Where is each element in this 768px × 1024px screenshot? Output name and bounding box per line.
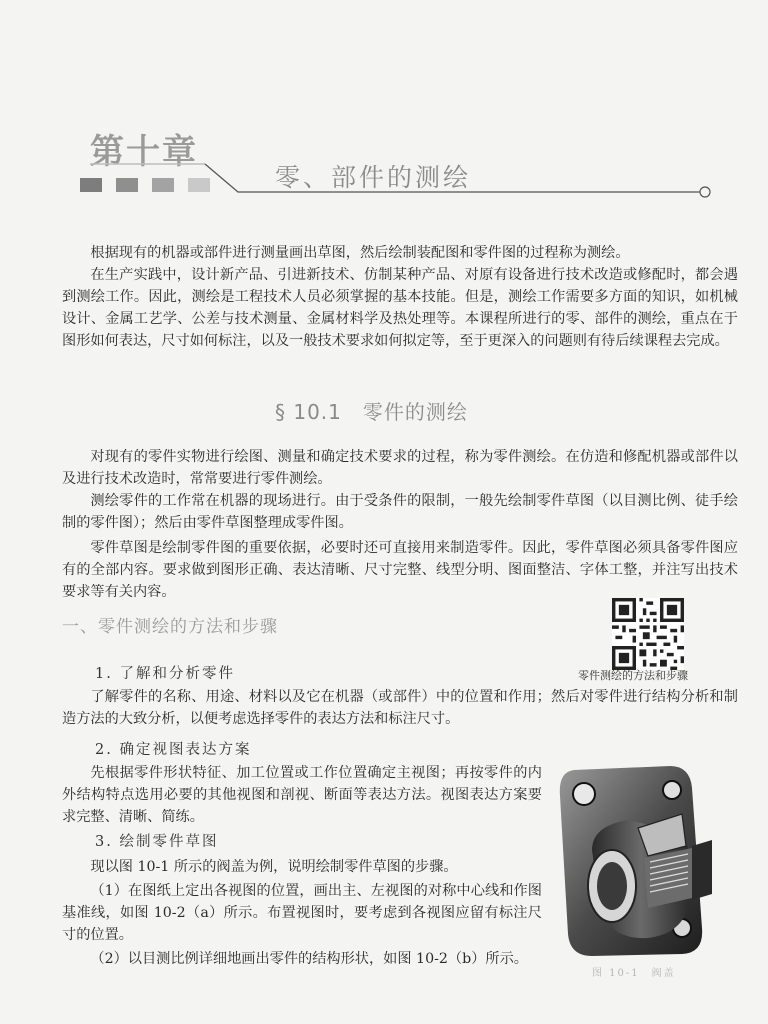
- step-2-heading: 2. 确定视图表达方案: [95, 742, 252, 758]
- intro-paragraph-2: 在生产实践中，设计新产品、引进新技术、仿制某种产品、对原有设备进行技术改造或修配时，都会遇到测绘工作。因此，测绘是工程技术人员必须掌握的基本技能。但是，测绘工作需要多方面的知识，如机械设计、金属工艺学、公差与技术测量、金属材料学及热处理等。本课程所进行的零、部件的测绘，重点在于图形如何表达，尺寸如何标注，以及一般技术要求如何拟定等，至于更深入的问题则有待后续课程去完成。: [62, 267, 738, 349]
- step-3-text: 现以图 10-1 所示的阀盖为例，说明绘制零件草图的步骤。: [90, 859, 458, 875]
- section-title: § 10.1 零件的测绘: [275, 400, 468, 424]
- section-paragraph-3: 零件草图是绘制零件图的重要依据，必要时还可直接用来制造零件。因此，零件草图必须具备零件图应有的全部内容。要求做到图形正确、表达清晰、尺寸完整、线型分明、图面整洁、字体工整，并注写出技术要求等有关内容。: [62, 540, 738, 600]
- header-block-1: [80, 178, 102, 192]
- section-paragraph-1: 对现有的零件实物进行绘图、测量和确定技术要求的过程，称为零件测绘。在仿造和修配机器或部件以及进行技术改造时，常常要进行零件测绘。: [62, 449, 738, 487]
- header-block-4: [188, 178, 210, 192]
- header-block-3: [152, 178, 174, 192]
- step-1-heading: 1. 了解和分析零件: [95, 666, 235, 682]
- step-3-item-1: （1）在图纸上定出各视图的位置，画出主、左视图的对称中心线和作图基准线，如图 10-2（a）所示。布置视图时，要考虑到各视图应留有标注尺寸的位置。: [62, 883, 542, 943]
- figure-caption: 图 10-1 阀盖: [592, 968, 676, 979]
- qr-caption: 零件测绘的方法和步骤: [578, 669, 688, 682]
- valve-cover-figure: [552, 758, 722, 958]
- header-block-2: [116, 178, 138, 192]
- chapter-label: 第十章: [90, 132, 198, 172]
- subsection-title: 一、零件测绘的方法和步骤: [62, 617, 278, 637]
- qr-code: [612, 598, 684, 670]
- header-decoration-blocks: [80, 178, 230, 194]
- section-paragraph-2: 测绘零件的工作常在机器的现场进行。由于受条件的限制，一般先绘制零件草图（以目测比例、徒手绘制的零件图）；然后由零件草图整理成零件图。: [62, 493, 738, 531]
- step-2-text: 先根据零件形状特征、加工位置或工作位置确定主视图；再按零件的内外结构特点选用必要的其他视图和剖视、断面等表达方法。视图表达方案要求完整、清晰、简练。: [62, 765, 542, 825]
- step-3-heading: 3. 绘制零件草图: [95, 834, 219, 850]
- chapter-title: 零、部件的测绘: [275, 163, 472, 192]
- intro-paragraph-1: 根据现有的机器或部件进行测量画出草图，然后绘制装配图和零件图的过程称为测绘。: [90, 245, 630, 261]
- step-3-item-2: （2）以目测比例详细地画出零件的结构形状，如图 10-2（b）所示。: [90, 951, 528, 967]
- step-1-text: 了解零件的名称、用途、材料以及它在机器（或部件）中的位置和作用；然后对零件进行结构分析和制造方法的大致分析，以便考虑选择零件的表达方法和标注尺寸。: [62, 689, 738, 727]
